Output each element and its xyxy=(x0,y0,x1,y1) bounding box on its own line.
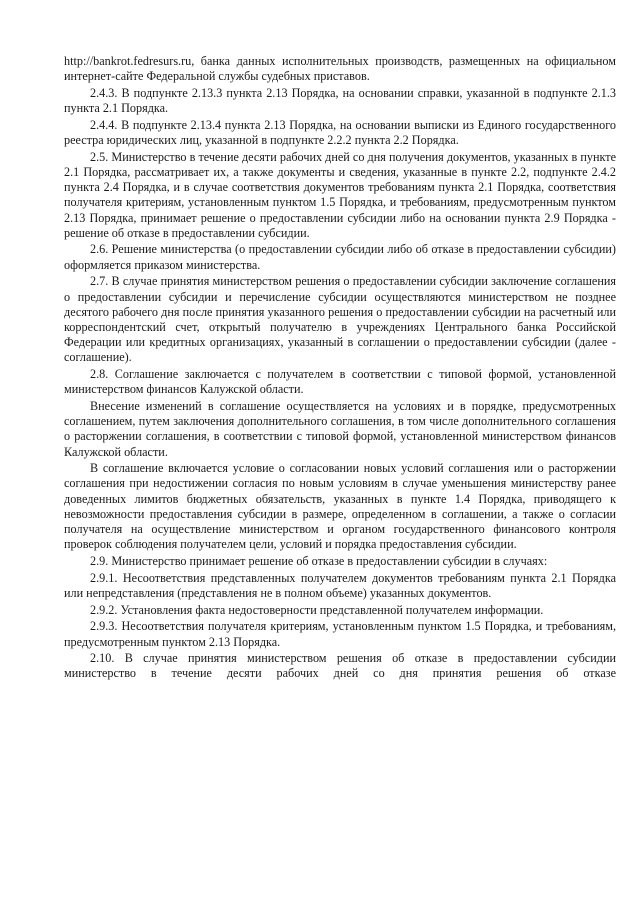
paragraph-2-4-3: 2.4.3. В подпункте 2.13.3 пункта 2.13 Порядка, на основании справки, указанной в подпункте 2.1.3 пункта 2.1 Порядка. xyxy=(64,85,616,116)
paragraph-2-5: 2.5. Министерство в течение десяти рабочих дней со дня получения документов, указанных в пункте 2.1 Порядка, рассматривает их, а также документы и сведения, указанные в пункте 2.2, подпункте 2.4.2 пункта 2.4 Порядка, и в случае соответствия документов требованиям пункта 2.1 Порядка, соответствия получателя критериям, установленным пунктом 1.5 Порядка, и требованиям, предусмотренным пунктом 2.13 Порядка, принимает решение о предоставлении субсидии либо на основании пункта 2.9 Порядка - решение об отказе в предоставлении субсидии. xyxy=(64,149,616,240)
paragraph-2-8: 2.8. Соглашение заключается с получателем в соответствии с типовой формой, установленной министерством финансов Калужской области. xyxy=(64,367,616,397)
paragraph-2-10: 2.10. В случае принятия министерством решения об отказе в предоставлении субсидии министерство в течение десяти рабочих дней со дня принятия решения об отказе xyxy=(64,651,616,681)
paragraph-continuation: http://bankrot.fedresurs.ru, банка данных исполнительных производств, размещенных на официальном интернет-сайте Федеральной службы судебных приставов. xyxy=(64,54,616,84)
paragraph-2-6: 2.6. Решение министерства (о предоставлении субсидии либо об отказе в предоставлении субсидии) оформляется приказом министерства. xyxy=(64,242,616,272)
paragraph-2-9: 2.9. Министерство принимает решение об отказе в предоставлении субсидии в случаях: xyxy=(90,554,548,568)
paragraph-agreement-terms: В соглашение включается условие о согласовании новых условий соглашения или о расторжении соглашения при недостижении согласия по новым условиям в случае уменьшения министерству ранее доведенных лимитов бюджетных обязательств, указанных в пункте 1.4 Порядка, приводящего к невозможности предоставления субсидии в размере, определенном в соглашении, а также о согласии получателя на осуществление министерством и органом государственного финансового контроля проверок соблюдения получателем цели, условий и порядка предоставления субсидии. xyxy=(64,461,616,552)
paragraph-2-9-2: 2.9.2. Установления факта недостоверности представленной получателем информации. xyxy=(90,602,544,617)
document-body xyxy=(64,54,616,683)
paragraph-amendments: Внесение изменений в соглашение осуществляется на условиях и в порядке, предусмотренных соглашением, путем заключения дополнительного соглашения, в том числе дополнительного соглашения о расторжении соглашения, в соответствии с типовой формой, установленной министерством финансов Калужской области. xyxy=(64,398,616,459)
paragraph-2-4-4: 2.4.4. В подпункте 2.13.4 пункта 2.13 Порядка, на основании выписки из Единого государственного реестра юридических лиц, указанной в подпункте 2.2.2 пункта 2.2 Порядка. xyxy=(64,117,616,148)
paragraph-2-7: 2.7. В случае принятия министерством решения о предоставлении субсидии заключение соглашения о предоставлении субсидии и перечисление субсидии осуществляются министерством не позднее десятого рабочего дня после принятия указанного решения о предоставлении субсидии на расчетный или корреспондентский счет, открытый получателю в учреждениях Центрального банка Российской Федерации или кредитных организациях, указанный в соглашении о предоставлении субсидии (далее - соглашение). xyxy=(64,274,616,365)
paragraph-2-9-3: 2.9.3. Несоответствия получателя критериям, установленным пунктом 1.5 Порядка, и требованиям, предусмотренным пунктом 2.13 Порядка. xyxy=(64,619,616,649)
paragraph-2-9-1: 2.9.1. Несоответствия представленных получателем документов требованиям пункта 2.1 Порядка или непредставления (представления не в полном объеме) указанных документов. xyxy=(64,570,616,600)
